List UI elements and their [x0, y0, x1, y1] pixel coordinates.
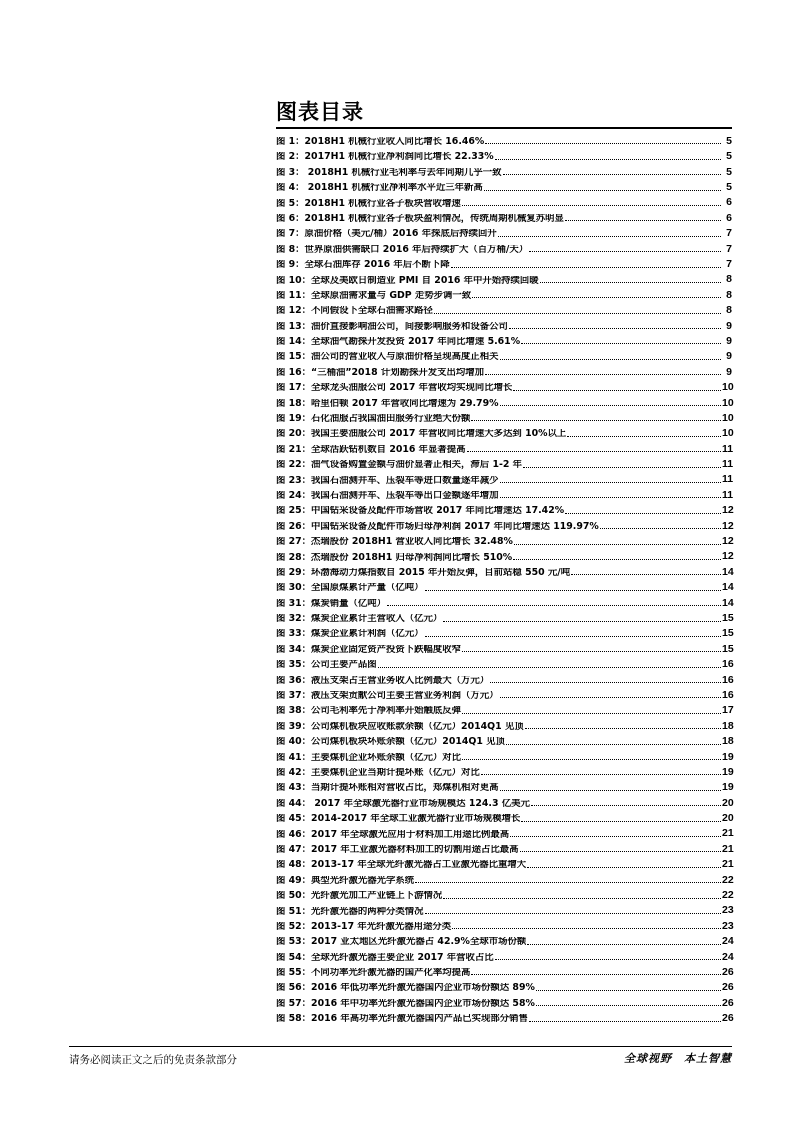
toc-dot-leader	[565, 513, 721, 514]
toc-dot-leader	[509, 328, 721, 329]
toc-entry-page: 10	[722, 396, 734, 409]
toc-entry[interactable]	[276, 300, 732, 315]
toc-entry-page: 11	[722, 488, 734, 501]
toc-entry-page: 22	[722, 889, 734, 902]
toc-entry[interactable]	[276, 808, 732, 823]
toc-entry[interactable]	[276, 947, 732, 962]
toc-entry-page: 22	[722, 873, 734, 886]
figure-index-list	[276, 131, 732, 1024]
toc-dot-leader	[510, 836, 721, 837]
toc-entry-label: 图 11：全球原油需求量与 GDP 走势步调一致	[276, 290, 472, 301]
toc-entry-label: 图 53：2017 亚太地区光纤激光器占 42.9%全球市场份额	[276, 937, 527, 947]
toc-entry[interactable]	[276, 624, 732, 639]
toc-entry-label: 图 13：油价直接影响油公司，间接影响服务和设备公司	[276, 321, 508, 332]
toc-entry[interactable]	[276, 193, 732, 208]
toc-dot-leader	[472, 297, 721, 298]
toc-entry-page: 21	[722, 827, 734, 840]
toc-entry-label: 图 47：2017 年工业激光器材料加工的切割用途占比最高	[276, 844, 519, 855]
toc-entry-label: 图 8：世界原油供需缺口 2016 年后持续扩大（百万桶/天）	[276, 244, 529, 255]
toc-entry-page: 17	[722, 704, 734, 717]
toc-entry-label: 图 49：典型光纤激光器光学系统	[276, 875, 415, 886]
toc-entry-label: 图 33：煤炭企业累计利润（亿元）	[276, 629, 424, 639]
toc-dot-leader	[536, 1005, 721, 1006]
toc-entry-label: 图 55：不同功率光纤激光器的国产化率均提高	[276, 968, 471, 978]
footer-divider	[69, 1046, 732, 1047]
toc-dot-leader	[506, 744, 721, 745]
toc-entry-page: 21	[722, 842, 734, 855]
toc-entry-page: 16	[722, 673, 734, 686]
toc-dot-leader	[495, 159, 721, 160]
toc-entry-page: 5	[726, 165, 732, 178]
toc-entry-label: 图 50：光纤激光加工产业链上下游情况	[276, 891, 443, 901]
toc-entry-label: 图 32：煤炭企业累计主营收入（亿元）	[276, 614, 443, 624]
toc-entry[interactable]	[276, 162, 732, 177]
toc-dot-leader	[520, 851, 721, 852]
toc-entry-page: 10	[722, 427, 734, 440]
toc-entry-page: 12	[722, 519, 734, 532]
toc-entry-page: 21	[722, 858, 734, 871]
toc-entry-label: 图 7：原油价格（美元/桶）2016 年探底后持续回升	[276, 229, 497, 239]
footer-disclaimer: 请务必阅读正文之后的免责条款部分	[69, 1054, 237, 1066]
toc-dot-leader	[521, 821, 721, 822]
toc-entry[interactable]	[276, 716, 732, 731]
toc-dot-leader	[443, 898, 721, 899]
toc-entry[interactable]	[276, 562, 732, 577]
toc-entry[interactable]	[276, 885, 732, 900]
toc-entry-page: 26	[722, 981, 734, 994]
toc-entry-page: 15	[722, 627, 734, 640]
toc-dot-leader	[471, 420, 721, 421]
toc-dot-leader	[425, 590, 721, 591]
toc-dot-leader	[527, 944, 721, 945]
toc-entry[interactable]	[276, 146, 732, 161]
toc-entry-label: 图 46：2017 年全球激光应用于材料加工用途比例最高	[276, 829, 510, 839]
toc-entry-page: 6	[726, 196, 732, 209]
toc-dot-leader	[531, 805, 721, 806]
toc-entry-label: 图 35：公司主要产品图	[276, 660, 377, 670]
toc-entry-page: 5	[726, 181, 732, 194]
toc-dot-leader	[525, 728, 721, 729]
toc-entry[interactable]	[276, 500, 732, 515]
toc-entry-label: 图 6：2018H1 机械行业各子板块盈利情况，传统周期机械复苏明显	[276, 213, 564, 224]
toc-dot-leader	[490, 682, 721, 683]
toc-entry-label: 图 25：中国钻采设备及配件市场营收 2017 年同比增速达 17.42%	[276, 506, 565, 516]
toc-entry-label: 图 58：2016 年高功率光纤激光器国内产品已实现部分销售	[276, 1014, 528, 1024]
toc-dot-leader	[425, 636, 721, 637]
toc-entry[interactable]	[276, 393, 732, 408]
toc-entry-page: 7	[726, 242, 732, 255]
toc-entry-page: 12	[722, 535, 734, 548]
toc-entry-page: 7	[726, 227, 732, 240]
toc-entry-page: 14	[722, 581, 734, 594]
toc-entry-label: 图 37：液压支架贡献公司主要主营业务利润（万元）	[276, 691, 499, 701]
toc-entry-page: 15	[722, 642, 734, 655]
toc-entry[interactable]	[276, 901, 732, 916]
toc-dot-leader	[503, 174, 721, 175]
toc-entry-label: 图 12：不同假设下全球石油需求路径	[276, 306, 433, 316]
toc-entry[interactable]	[276, 485, 732, 500]
toc-entry-label: 图 5：2018H1 机械行业各子板块营收增速	[276, 198, 461, 208]
toc-entry[interactable]	[276, 931, 732, 946]
toc-entry-page: 20	[722, 796, 734, 809]
toc-dot-leader	[500, 697, 721, 698]
toc-entry[interactable]	[276, 777, 732, 792]
toc-entry[interactable]	[276, 516, 732, 531]
toc-entry-label: 图 42：主要煤机企业当期计提坏账（亿元）对比	[276, 768, 480, 778]
toc-entry-page: 10	[722, 381, 734, 394]
toc-entry-page: 26	[722, 965, 734, 978]
toc-entry-page: 5	[726, 150, 732, 163]
toc-entry-page: 9	[726, 350, 732, 363]
toc-entry-label: 图 2：2017H1 机械行业净利润同比增长 22.33%	[276, 152, 494, 162]
toc-entry-page: 24	[722, 950, 734, 963]
toc-entry-label: 图 21：全球活跃钻机数自 2016 年显著提高	[276, 444, 466, 455]
toc-dot-leader	[500, 405, 722, 406]
toc-entry[interactable]	[276, 408, 732, 423]
toc-entry-label: 图 22：油气设备购置金额与油价显著正相关，滞后 1-2 年	[276, 460, 523, 470]
toc-entry-label: 图 44： 2017 年全球激光器行业市场规模达 124.3 亿美元	[276, 798, 530, 809]
toc-entry-label: 图 10：全球及美欧日制造业 PMI 自 2016 年中开始持续回暖	[276, 275, 539, 285]
toc-dot-leader	[434, 313, 721, 314]
toc-entry-label: 图 20：我国主要油服公司 2017 年营收同比增速大多达到 10%以上	[276, 429, 567, 439]
toc-entry-label: 图 19：石化油服占我国油田服务行业绝大份额	[276, 414, 471, 424]
toc-entry-page: 11	[722, 458, 734, 471]
toc-entry-label: 图 34：煤炭企业固定资产投资下跌幅度收窄	[276, 644, 462, 655]
toc-entry-label: 图 56：2016 年低功率光纤激光器国内企业市场份额达 89%	[276, 983, 535, 993]
toc-entry[interactable]	[276, 762, 732, 777]
toc-entry-label: 图 57：2016 年中功率光纤激光器国内企业市场份额达 58%	[276, 998, 535, 1009]
toc-entry[interactable]	[276, 454, 732, 469]
toc-entry[interactable]	[276, 223, 732, 238]
toc-dot-leader	[425, 913, 721, 914]
toc-entry[interactable]	[276, 131, 732, 146]
toc-entry-page: 14	[722, 596, 734, 609]
toc-dot-leader	[378, 667, 721, 668]
toc-entry-page: 6	[726, 211, 732, 224]
toc-entry-label: 图 3： 2018H1 机械行业毛利率与去年同期几乎一致	[276, 167, 502, 178]
toc-entry[interactable]	[276, 824, 732, 839]
toc-entry-page: 26	[722, 996, 734, 1009]
toc-dot-leader	[462, 759, 721, 760]
toc-dot-leader	[513, 559, 721, 560]
toc-entry-page: 12	[722, 504, 734, 517]
toc-dot-leader	[529, 251, 721, 252]
toc-entry-page: 8	[726, 273, 732, 286]
toc-entry-label: 图 31：煤炭销量（亿吨）	[276, 598, 387, 609]
toc-entry[interactable]	[276, 423, 732, 438]
toc-entry-page: 24	[722, 935, 734, 948]
toc-entry-page: 11	[722, 473, 734, 486]
toc-entry-page: 11	[722, 442, 734, 455]
toc-entry-label: 图 24：我国石油测井车、压裂车等出口金额逐年增加	[276, 490, 499, 501]
toc-entry[interactable]	[276, 700, 732, 715]
toc-entry[interactable]	[276, 916, 732, 931]
toc-entry-label: 图 16：“三桶油”2018 计划勘探开发支出均增加	[276, 367, 484, 378]
toc-entry-page: 15	[722, 612, 734, 624]
toc-entry-page: 9	[726, 365, 732, 378]
toc-dot-leader	[521, 343, 721, 344]
toc-entry-label: 图 30：全国原煤累计产量（亿吨）	[276, 583, 424, 593]
toc-entry-label: 图 28：杰瑞股份 2018H1 归母净利润同比增长 510%	[276, 552, 513, 562]
toc-dot-leader	[415, 882, 721, 883]
toc-entry-page: 18	[722, 735, 734, 748]
toc-entry[interactable]	[276, 639, 732, 654]
toc-dot-leader	[536, 990, 721, 991]
toc-dot-leader	[462, 205, 721, 206]
footer-slogan-left: 全球视野	[624, 1052, 672, 1065]
toc-entry[interactable]	[276, 362, 732, 377]
toc-dot-leader	[451, 267, 721, 268]
footer-slogan-right: 本土智慧	[684, 1052, 732, 1065]
toc-entry[interactable]	[276, 531, 732, 546]
toc-dot-leader	[500, 497, 721, 498]
toc-dot-leader	[500, 790, 721, 791]
toc-entry-page: 16	[722, 688, 734, 701]
footer-slogan	[624, 1050, 732, 1066]
toc-entry-page: 7	[726, 258, 732, 271]
toc-entry-label: 图 1：2018H1 机械行业收入同比增长 16.46%	[276, 136, 485, 147]
toc-entry-label: 图 38：公司毛利率先于净利率开始触底反弹	[276, 706, 462, 716]
toc-entry[interactable]	[276, 731, 732, 746]
toc-dot-leader	[567, 436, 721, 437]
toc-dot-leader	[514, 544, 721, 545]
toc-entry-label: 图 27：杰瑞股份 2018H1 营业收入同比增长 32.48%	[276, 537, 513, 547]
toc-dot-leader	[443, 621, 721, 622]
toc-entry[interactable]	[276, 377, 732, 392]
toc-entry-label: 图 54：全球光纤激光器主要企业 2017 年营收占比	[276, 952, 494, 963]
toc-entry-label: 图 17：全球龙头油服公司 2017 年营收均实现同比增长	[276, 383, 513, 393]
toc-entry[interactable]	[276, 654, 732, 669]
toc-dot-leader	[462, 713, 721, 714]
toc-entry[interactable]	[276, 854, 732, 869]
toc-entry-page: 9	[726, 319, 732, 332]
toc-entry[interactable]	[276, 331, 732, 346]
toc-entry-label: 图 14：全球油气勘探开发投资 2017 年同比增速 5.61%	[276, 337, 521, 347]
toc-entry[interactable]	[276, 793, 732, 808]
toc-entry-label: 图 36：液压支架占主营业务收入比例最大（万元）	[276, 675, 490, 686]
toc-entry-page: 26	[722, 1012, 734, 1025]
toc-entry-label: 图 39：公司煤机板块应收账款余额（亿元）2014Q1 见顶	[276, 721, 524, 732]
toc-entry-page: 8	[726, 288, 732, 301]
toc-dot-leader	[495, 959, 721, 960]
toc-entry-page: 23	[722, 904, 734, 917]
toc-entry-page: 16	[722, 658, 734, 671]
toc-entry[interactable]	[276, 577, 732, 592]
toc-dot-leader	[462, 651, 721, 652]
toc-entry[interactable]	[276, 870, 732, 885]
toc-entry[interactable]	[276, 208, 732, 223]
toc-entry-label: 图 9：全球石油库存 2016 年后不断下降	[276, 260, 450, 270]
toc-entry-label: 图 23：我国石油测井车、压裂车等进口数量逐年减少	[276, 475, 499, 485]
toc-entry-page: 19	[722, 781, 734, 794]
toc-dot-leader	[529, 1021, 721, 1022]
toc-dot-leader	[387, 605, 721, 606]
toc-entry[interactable]	[276, 1008, 732, 1023]
toc-entry-label: 图 51：光纤激光器的两种分类情况	[276, 906, 424, 916]
toc-entry-label: 图 40：公司煤机板块坏账余额（亿元）2014Q1 见顶	[276, 737, 505, 747]
toc-dot-leader	[452, 928, 721, 929]
toc-entry[interactable]	[276, 685, 732, 700]
toc-entry[interactable]	[276, 346, 732, 361]
title-divider	[276, 127, 732, 129]
toc-dot-leader	[481, 774, 721, 775]
toc-dot-leader	[600, 528, 721, 529]
toc-entry[interactable]	[276, 177, 732, 192]
toc-dot-leader	[571, 574, 721, 575]
page-title: 图表目录	[276, 100, 364, 124]
toc-dot-leader	[485, 143, 721, 144]
toc-dot-leader	[471, 974, 721, 975]
toc-entry-label: 图 45：2014-2017 年全球工业激光器行业市场规模增长	[276, 814, 521, 824]
toc-dot-leader	[523, 467, 721, 468]
toc-entry-label: 图 15：油公司的营业收入与原油价格呈现高度正相关	[276, 352, 499, 362]
toc-dot-leader	[540, 282, 721, 283]
toc-dot-leader	[500, 482, 721, 483]
toc-entry-page: 10	[722, 411, 734, 424]
toc-entry-label: 图 52：2013-17 年光纤激光器用途分类	[276, 921, 452, 932]
toc-entry[interactable]	[276, 470, 732, 485]
toc-entry[interactable]	[276, 316, 732, 331]
toc-entry[interactable]	[276, 439, 732, 454]
toc-entry-label: 图 41：主要煤机企业坏账余额（亿元）对比	[276, 752, 462, 763]
toc-entry[interactable]	[276, 270, 732, 285]
toc-entry[interactable]	[276, 254, 732, 269]
toc-entry-page: 18	[722, 719, 734, 732]
toc-entry[interactable]	[276, 285, 732, 300]
toc-dot-leader	[513, 390, 721, 391]
toc-entry-page: 19	[722, 750, 734, 763]
toc-dot-leader	[527, 867, 721, 868]
toc-entry-page: 5	[726, 134, 732, 147]
toc-entry[interactable]	[276, 993, 732, 1008]
toc-entry[interactable]	[276, 593, 732, 608]
toc-entry-page: 20	[722, 812, 734, 825]
toc-entry-label: 图 4： 2018H1 机械行业净利率水平近三年新高	[276, 183, 483, 193]
toc-entry-page: 23	[722, 919, 734, 932]
toc-entry-page: 14	[722, 565, 734, 578]
toc-entry[interactable]	[276, 608, 732, 623]
toc-entry-label: 图 18：哈里伯顿 2017 年营收同比增速为 29.79%	[276, 398, 499, 409]
toc-entry[interactable]	[276, 547, 732, 562]
toc-entry[interactable]	[276, 670, 732, 685]
toc-entry[interactable]	[276, 839, 732, 854]
toc-dot-leader	[498, 236, 721, 237]
toc-dot-leader	[500, 359, 721, 360]
toc-entry-label: 图 43：当期计提坏账相对营收占比，郑煤机相对更高	[276, 783, 499, 793]
toc-dot-leader	[565, 220, 721, 221]
toc-entry-page: 12	[722, 550, 734, 563]
toc-dot-leader	[485, 374, 721, 375]
toc-entry-page: 19	[722, 765, 734, 778]
toc-entry[interactable]	[276, 747, 732, 762]
toc-entry[interactable]	[276, 977, 732, 992]
toc-dot-leader	[484, 190, 721, 191]
toc-entry-label: 图 48：2013-17 年全球光纤激光器占工业激光器比重增大	[276, 860, 527, 870]
toc-entry[interactable]	[276, 962, 732, 977]
toc-entry[interactable]	[276, 239, 732, 254]
toc-entry-page: 8	[726, 304, 732, 317]
toc-entry-label: 图 29：环渤海动力煤指数自 2015 年开始反弹，目前站稳 550 元/吨	[276, 567, 571, 578]
toc-entry-page: 9	[726, 334, 732, 347]
toc-entry-label: 图 26：中国钻采设备及配件市场归母净利润 2017 年同比增速达 119.97%	[276, 521, 599, 532]
toc-dot-leader	[467, 451, 721, 452]
